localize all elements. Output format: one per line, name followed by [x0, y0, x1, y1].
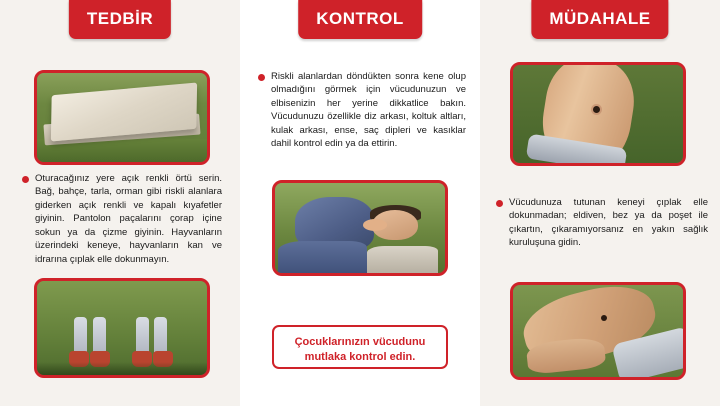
light-colored-cloth-on-grass-photo	[34, 70, 210, 165]
column-kontrol	[240, 0, 480, 406]
tedbir-text-block	[22, 172, 222, 266]
kontrol-text-block	[258, 70, 466, 151]
header-mudahale: MÜDAHALE	[531, 0, 668, 39]
arm-with-tick-photo	[510, 62, 686, 166]
kontrol-callout: Çocuklarınızın vücudunu mutlaka kontrol edin.	[272, 325, 448, 369]
bullet-icon	[258, 74, 265, 81]
mother-checking-child-photo	[272, 180, 448, 276]
mudahale-text-block	[496, 196, 708, 250]
bullet-icon	[496, 200, 503, 207]
hand-removing-tick-photo	[510, 282, 686, 380]
kontrol-text: Riskli alanlardan döndükten sonra kene olup olmadığını görmek için vücudunuzun ve elbisenizin her yerine dikkatlice bakın. Vücudunuzu özellikle diz arkası, koltuk altları, kulak arkası, ense, saç dipleri ve kasıklar dahil kontrol edin ya da ettirin.	[271, 71, 466, 150]
column-tedbir	[0, 0, 240, 406]
tedbir-text: Oturacağınız yere açık renkli örtü serin. Bağ, bahçe, tarla, orman gibi riskli alanlara giderken açık renkli ve kapalı kıyafetler giyinin. Pantolon paçalarını çorap içine sokun ya da çizme giyinin. Hayvanların üzerindeki keneye, hayvanların kan ve idrarına çıplak elle dokunmayın.	[35, 173, 222, 265]
children-boots-in-grass-photo	[34, 278, 210, 378]
header-kontrol: KONTROL	[298, 0, 422, 39]
header-tedbir: TEDBİR	[69, 0, 171, 39]
column-mudahale	[480, 0, 720, 406]
mudahale-text: Vücudunuza tutunan keneyi çıplak elle dokunmadan; eldiven, bez ya da poşet ile çıkartın, çıkaramıyorsanız en yakın sağlık kuruluşuna gidin.	[509, 197, 708, 249]
bullet-icon	[22, 176, 29, 183]
